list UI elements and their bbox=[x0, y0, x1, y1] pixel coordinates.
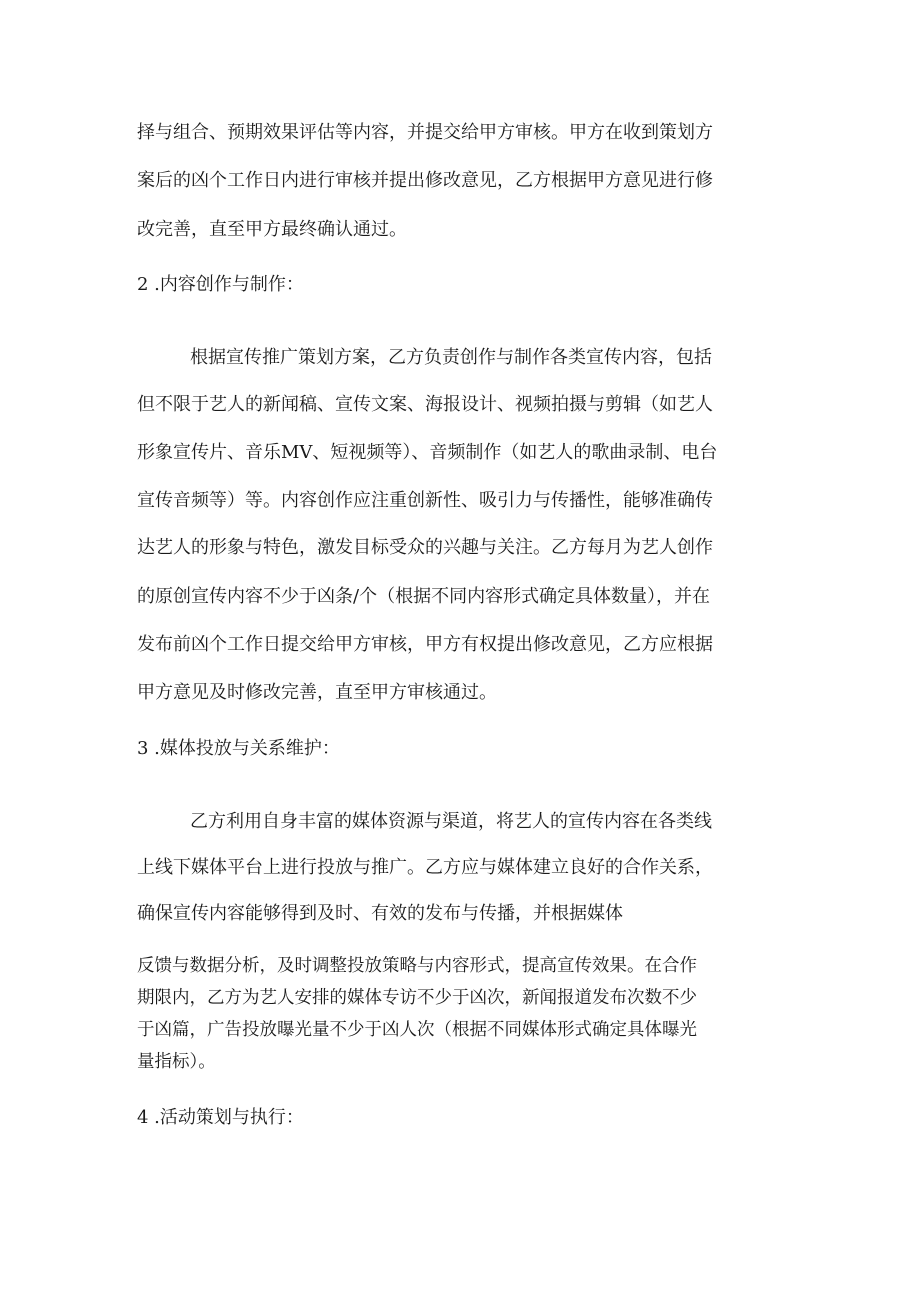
paragraph-3-line-3: 确保宣传内容能够得到及时、有效的发布与传播，并根据媒体 bbox=[137, 903, 623, 924]
section-heading-4: 4 .活动策划与执行： bbox=[137, 1107, 304, 1128]
paragraph-2-line-7: 发布前凶个工作日提交给甲方审核，甲方有权提出修改意见，乙方应根据 bbox=[137, 634, 713, 655]
section-heading-2: 2 .内容创作与制作： bbox=[137, 274, 304, 295]
paragraph-2-line-4: 宣传音频等）等。内容创作应注重创新性、吸引力与传播性，能够准确传 bbox=[137, 490, 713, 511]
paragraph-4-line-3: 于凶篇，广告投放曝光量不少于凶人次（根据不同媒体形式确定具体曝光 bbox=[137, 1020, 697, 1040]
paragraph-4-line-2: 期限内，乙方为艺人安排的媒体专访不少于凶次，新闻报道发布次数不少 bbox=[137, 988, 697, 1008]
paragraph-2-line-2: 但不限于艺人的新闻稿、宣传文案、海报设计、视频拍摄与剪辑（如艺人 bbox=[137, 394, 713, 415]
paragraph-2-line-3: 形象宣传片、音乐MV、短视频等）、音频制作（如艺人的歌曲录制、电台 bbox=[137, 442, 718, 463]
paragraph-3-line-2: 上线下媒体平台上进行投放与推广。乙方应与媒体建立良好的合作关系， bbox=[137, 857, 713, 878]
paragraph-1-line-2: 案后的凶个工作日内进行审核并提出修改意见，乙方根据甲方意见进行修 bbox=[137, 170, 713, 191]
paragraph-3-line-1: 乙方利用自身丰富的媒体资源与渠道，将艺人的宣传内容在各类线 bbox=[190, 811, 712, 832]
paragraph-4-line-1: 反馈与数据分析，及时调整投放策略与内容形式，提高宣传效果。在合作 bbox=[137, 956, 697, 976]
paragraph-1-line-3: 改完善，直至甲方最终确认通过。 bbox=[137, 219, 407, 240]
paragraph-2-line-5: 达艺人的形象与特色，激发目标受众的兴趣与关注。乙方每月为艺人创作 bbox=[137, 537, 713, 558]
paragraph-4-line-4: 量指标）。 bbox=[137, 1052, 216, 1072]
paragraph-2-line-6: 的原创宣传内容不少于凶条/个（根据不同内容形式确定具体数量），并在 bbox=[137, 586, 711, 607]
section-heading-3: 3 .媒体投放与关系维护： bbox=[137, 738, 340, 759]
paragraph-2-line-8: 甲方意见及时修改完善，直至甲方审核通过。 bbox=[137, 682, 497, 703]
paragraph-1-line-1: 择与组合、预期效果评估等内容，并提交给甲方审核。甲方在收到策划方 bbox=[137, 122, 713, 143]
paragraph-2-line-1: 根据宣传推广策划方案，乙方负责创作与制作各类宣传内容，包括 bbox=[190, 347, 712, 368]
